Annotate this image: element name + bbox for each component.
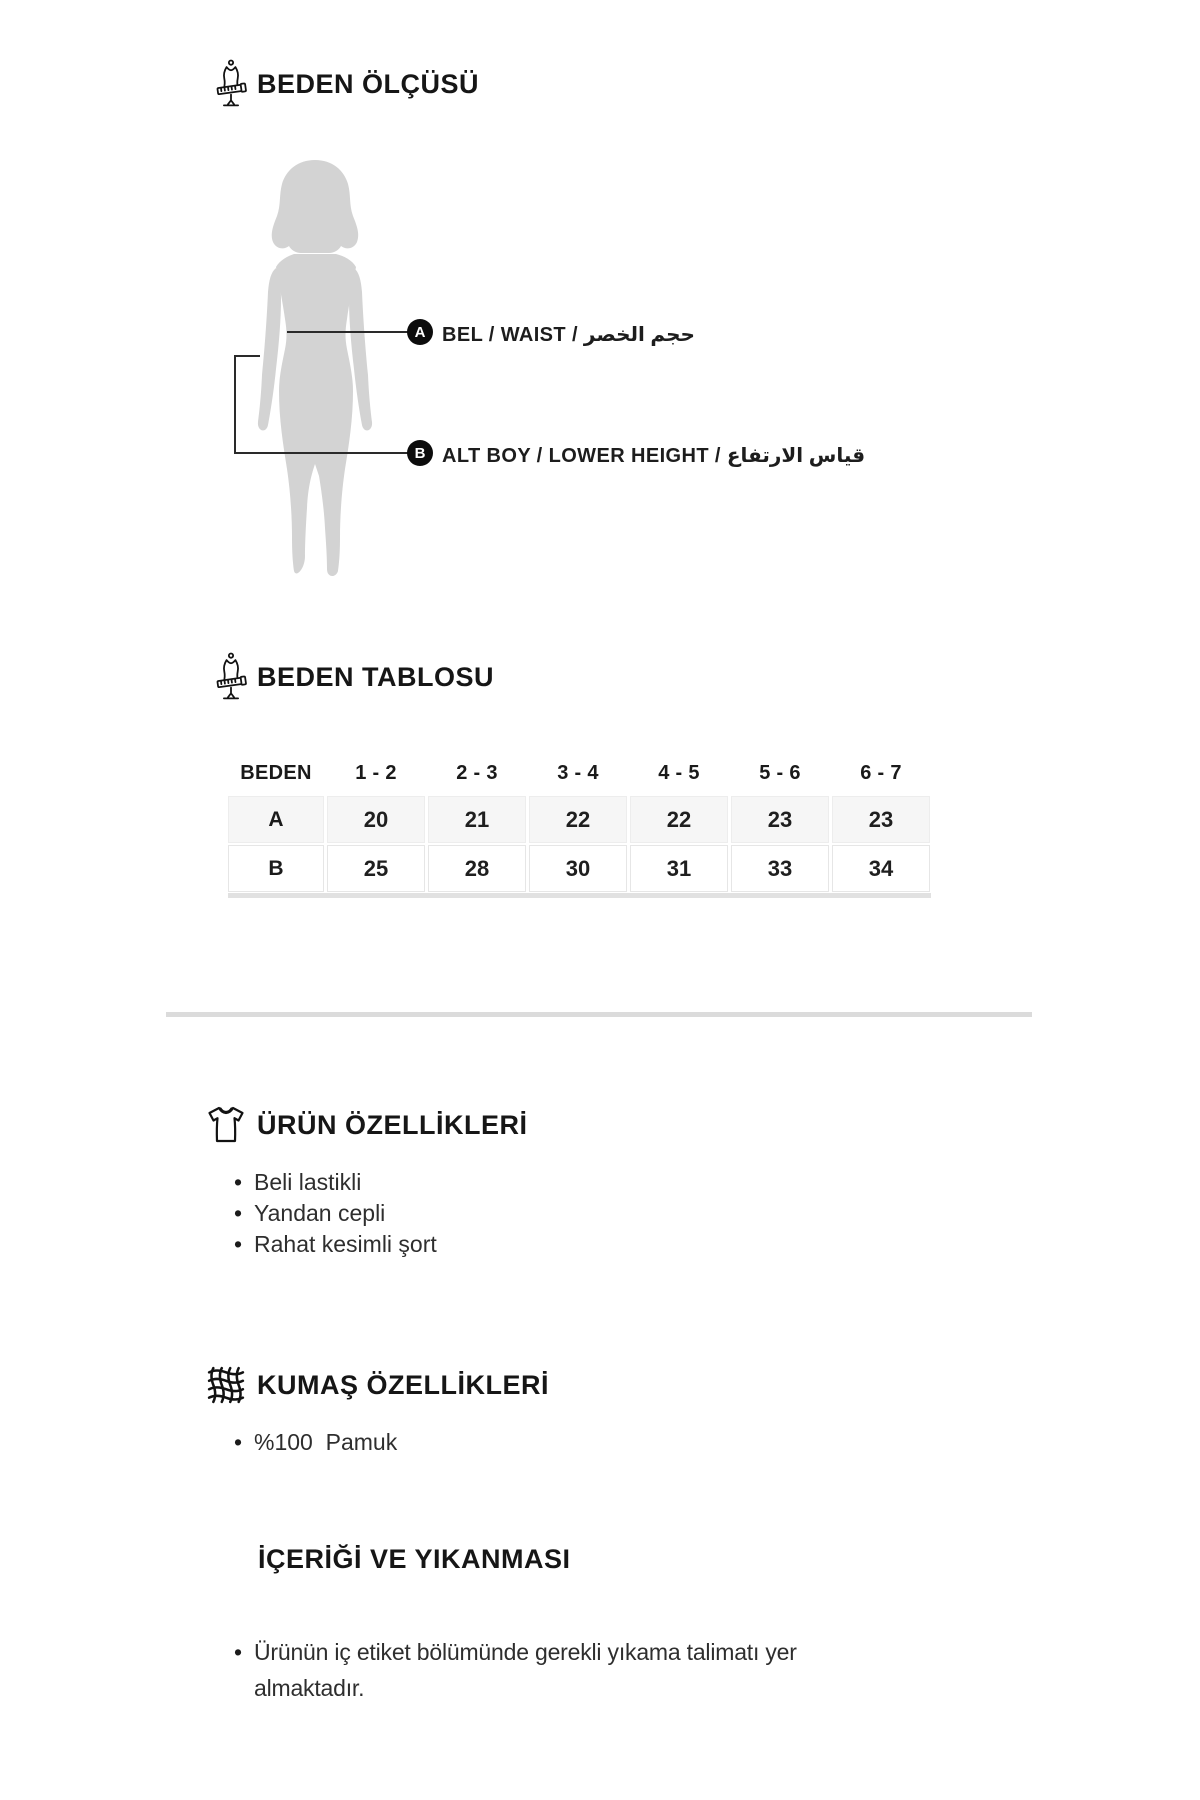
size-table-value: 28 (428, 845, 526, 892)
product-features-list (234, 1167, 437, 1260)
size-table-value: 33 (731, 845, 829, 892)
product-features-title: ÜRÜN ÖZELLİKLERİ (257, 1109, 528, 1140)
size-table-value: 22 (529, 796, 627, 843)
size-table-col-header: 2 - 3 (456, 761, 498, 784)
care-list (234, 1634, 874, 1706)
size-table-header (215, 651, 494, 703)
size-table-col-header: 3 - 4 (557, 761, 599, 784)
fabric-features-title: KUMAŞ ÖZELLİKLERİ (257, 1369, 549, 1400)
size-table-value: 25 (327, 845, 425, 892)
size-table-col-header: 5 - 6 (759, 761, 801, 784)
size-table-value: 31 (630, 845, 728, 892)
mannequin-measuring-tape-icon (215, 58, 247, 110)
size-table-col-header: 4 - 5 (658, 761, 700, 784)
size-table-value: 20 (327, 796, 425, 843)
size-table-value: 30 (529, 845, 627, 892)
size-guide-header (215, 58, 479, 110)
size-table-col-header: 1 - 2 (355, 761, 397, 784)
size-table (228, 752, 930, 892)
care-item: • Ürünün iç etiket bölümünde gerekli yıkama talimatı yer almaktadır. (234, 1634, 874, 1706)
marker-b (407, 440, 433, 466)
tshirt-icon (204, 1105, 248, 1145)
fabric-weave-icon (207, 1366, 245, 1404)
size-table-bottom-border (228, 893, 931, 898)
size-table-value: 34 (832, 845, 930, 892)
size-table-row-label: A (228, 796, 324, 843)
size-table-col-header: BEDEN (240, 761, 312, 784)
size-table-value: 21 (428, 796, 526, 843)
marker-a-letter: A (414, 323, 426, 341)
waist-measure-line (287, 331, 408, 333)
section-divider (166, 1012, 1032, 1017)
product-feature-item: • Beli lastikli (234, 1167, 437, 1198)
waist-label: BEL / WAIST / حجم الخصر (442, 324, 695, 346)
product-features-header (204, 1105, 528, 1145)
size-table-value: 23 (832, 796, 930, 843)
size-guide-title: BEDEN ÖLÇÜSÜ (257, 68, 480, 99)
size-table-title: BEDEN TABLOSU (257, 661, 495, 692)
size-table-col-header: 6 - 7 (860, 761, 902, 784)
fabric-features-list (234, 1427, 397, 1458)
marker-a (407, 319, 433, 345)
size-table-row-label: B (228, 845, 324, 892)
care-title: İÇERİĞİ VE YIKANMASI (258, 1544, 571, 1574)
product-feature-item: • Rahat kesimli şort (234, 1229, 437, 1260)
marker-b-letter: B (414, 444, 426, 462)
mannequin-measuring-tape-icon (215, 651, 247, 703)
size-table-value: 23 (731, 796, 829, 843)
lower-height-label: ALT BOY / LOWER HEIGHT / قياس الارتفاع (442, 445, 866, 467)
lower-height-measure-line (234, 452, 408, 454)
size-table-value: 22 (630, 796, 728, 843)
fabric-feature-item: • %100 Pamuk (234, 1427, 397, 1458)
product-feature-item: • Yandan cepli (234, 1198, 437, 1229)
fabric-features-header (207, 1366, 549, 1404)
lower-height-bracket (234, 355, 260, 454)
child-silhouette (253, 158, 377, 578)
